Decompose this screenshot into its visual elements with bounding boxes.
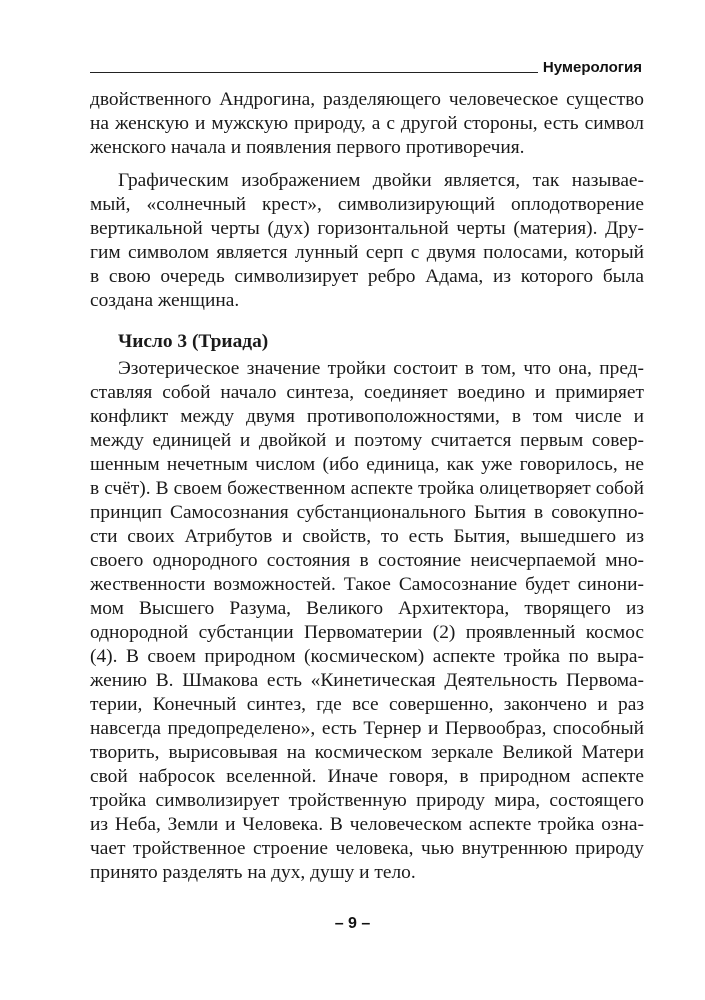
- text-line: навсегда предопределено», есть Тернер и Первообраз, способный: [90, 718, 644, 739]
- text-line: сти своих Атрибутов и свойств, то есть Бытия, вышедшего из: [90, 526, 644, 547]
- text-line: жению В. Шмакова есть «Кинетическая Деятельность Первома-: [90, 670, 644, 691]
- text-line: принцип Самосознания субстанционального Бытия в совокупно-: [90, 502, 644, 523]
- text-line: чает тройственное строение человека, чью внутреннюю природу: [90, 838, 644, 859]
- text-line: между единицей и двойкой и поэтому считается первым совер-: [90, 430, 644, 451]
- running-header: [90, 58, 642, 80]
- paragraph-2: [90, 169, 644, 313]
- text-line: Эзотерическое значение тройки состоит в том, что она, пред-: [118, 358, 644, 379]
- text-line: женского начала и появления первого противоречия.: [90, 137, 525, 158]
- text-line: из Неба, Земли и Человека. В человеческом аспекте тройка озна-: [90, 814, 644, 835]
- text-line: гим символом является лунный серп с двумя полосами, который: [90, 242, 644, 263]
- text-line: творить, вырисовывая на космическом зеркале Великой Матери: [90, 742, 644, 763]
- text-line: свой набросок вселенной. Иначе говоря, в природном аспекте: [90, 766, 644, 787]
- text-line: конфликт между двумя противоположностями, в том числе и: [90, 406, 644, 427]
- text-line: терии, Конечный синтез, где все совершенно, закончено и раз: [90, 694, 644, 715]
- page-number: – 9 –: [334, 915, 371, 932]
- header-rule: [90, 72, 538, 73]
- text-line: в счёт). В своем божественном аспекте тройка олицетворяет собой: [90, 478, 644, 499]
- section-heading: Число 3 (Триада): [118, 331, 269, 352]
- text-line: однородной субстанции Первоматерии (2) проявленный космос: [90, 622, 644, 643]
- text-line: мом Высшего Разума, Великого Архитектора, творящего из: [90, 598, 644, 619]
- running-header-title: Нумерология: [542, 59, 642, 76]
- paragraph-1: [90, 88, 644, 160]
- text-line: Графическим изображением двойки является, так называе-: [118, 170, 644, 191]
- text-line: тройка символизирует тройственную природу мира, состоящего: [90, 790, 644, 811]
- text-line: двойственного Андрогина, разделяющего человеческое существо: [90, 89, 644, 110]
- text-line: в свою очередь символизирует ребро Адама, из которого была: [90, 266, 644, 287]
- paragraph-3: [90, 357, 644, 885]
- text-line: шенным нечетным числом (ибо единица, как уже говорилось, не: [90, 454, 644, 475]
- text-line: своего однородного состояния в состояние неисчерпаемой мно-: [90, 550, 644, 571]
- text-line: ставляя собой начало синтеза, соединяет воедино и примиряет: [90, 382, 644, 403]
- page-body: [90, 88, 644, 885]
- text-line: вертикальной черты (дух) горизонтальной черты (материя). Дру-: [90, 218, 644, 239]
- text-line: принято разделять на дух, душу и тело.: [90, 862, 416, 883]
- text-line: на женскую и мужскую природу, а с другой стороны, есть символ: [90, 113, 644, 134]
- text-line: мый, «солнечный крест», символизирующий оплодотворение: [90, 194, 644, 215]
- text-line: жественности возможностей. Такое Самосознание будет синони-: [90, 574, 644, 595]
- text-line: создана женщина.: [90, 290, 240, 311]
- text-line: (4). В своем природном (космическом) аспекте тройка по выра-: [90, 646, 644, 667]
